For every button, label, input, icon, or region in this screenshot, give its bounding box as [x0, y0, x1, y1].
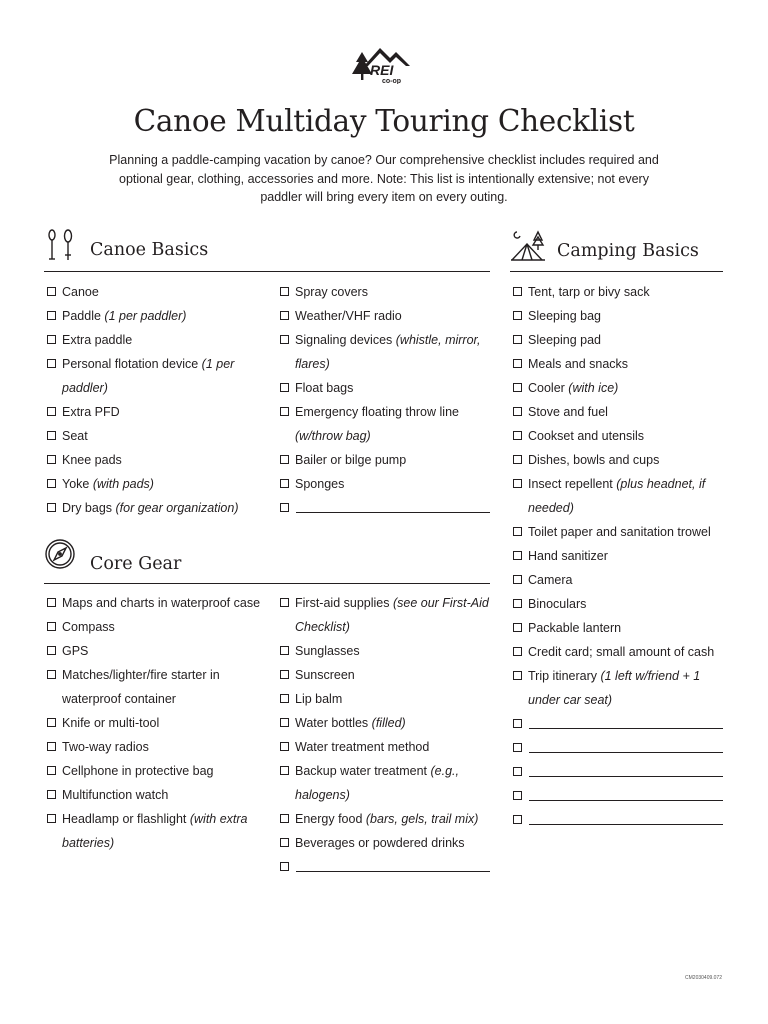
paddles-icon: [44, 228, 78, 262]
checkbox[interactable]: [47, 359, 56, 368]
rei-coop-logo: [350, 44, 416, 84]
item-label: Trip itinerary: [528, 669, 601, 683]
item-label: Sleeping pad: [528, 333, 601, 347]
checklist-item: [46, 352, 268, 400]
checkbox[interactable]: [47, 766, 56, 775]
checklist-item: [512, 376, 723, 400]
checkbox[interactable]: [513, 455, 522, 464]
item-note: (with ice): [568, 381, 619, 395]
checklist-item: [46, 807, 268, 855]
blank-checklist-item: [279, 496, 490, 520]
checklist-item: [279, 831, 490, 855]
item-note: (1 left w/friend + 1 under car seat): [528, 669, 701, 707]
item-label: Water treatment method: [295, 740, 430, 754]
core-gear-list-col2: [279, 591, 490, 879]
item-label: Sleeping bag: [528, 309, 601, 323]
checklist-item: [279, 807, 490, 831]
checkbox[interactable]: [513, 479, 522, 488]
intro-paragraph: Planning a paddle-camping vacation by canoe? Our comprehensive checklist includes required and optional gear, clothing, accessories and more. Note: This list is intentionally extensive; not every paddler will bring every item on every outing.: [109, 153, 659, 204]
item-label: Signaling devices: [295, 333, 396, 347]
item-label: Canoe: [62, 285, 99, 299]
blank-checklist-item: [512, 736, 723, 760]
checklist-item: [46, 783, 268, 807]
item-label: Extra PFD: [62, 405, 120, 419]
item-label: Toilet paper and sanitation trowel: [528, 525, 711, 539]
checklist-item: [512, 352, 723, 376]
camping-basics-header: [510, 228, 723, 268]
item-label: Tent, tarp or bivy sack: [528, 285, 650, 299]
item-label: Maps and charts in waterproof case: [62, 596, 261, 610]
item-label: Headlamp or flashlight: [62, 812, 190, 826]
checklist-item: [279, 376, 490, 400]
checkbox[interactable]: [513, 407, 522, 416]
checklist-item: [279, 711, 490, 735]
checkbox[interactable]: [47, 646, 56, 655]
section-title: Canoe Basics: [90, 240, 209, 260]
item-label: Backup water treatment: [295, 764, 431, 778]
checkbox[interactable]: [280, 694, 289, 703]
checklist-item: [512, 544, 723, 568]
checklist-item: [279, 304, 490, 328]
item-note: (whistle, mirror, flares): [295, 333, 481, 371]
checkbox[interactable]: [513, 359, 522, 368]
checkbox[interactable]: [47, 622, 56, 631]
checkbox[interactable]: [513, 599, 522, 608]
checklist-item: [46, 496, 268, 520]
checkbox[interactable]: [280, 838, 289, 847]
item-note: (for gear organization): [115, 501, 239, 515]
checkbox[interactable]: [47, 670, 56, 679]
checklist-item: [512, 520, 723, 544]
checklist-item: [279, 639, 490, 663]
document-code: CM2030409.072: [685, 975, 722, 981]
page-title: Canoe Multiday Touring Checklist: [133, 104, 635, 138]
checkbox[interactable]: [280, 598, 289, 607]
checkbox[interactable]: [47, 503, 56, 512]
checklist-item: [279, 663, 490, 687]
item-label: Beverages or powdered drinks: [295, 836, 465, 850]
blank-checklist-item: [512, 712, 723, 736]
item-label: Packable lantern: [528, 621, 622, 635]
checkbox[interactable]: [513, 431, 522, 440]
item-label: Meals and snacks: [528, 357, 629, 371]
section-divider: [44, 583, 490, 584]
item-label: Paddle: [62, 309, 105, 323]
checkbox[interactable]: [513, 383, 522, 392]
item-label: Float bags: [295, 381, 354, 395]
checkbox[interactable]: [280, 862, 289, 871]
checklist-item: [512, 616, 723, 640]
checklist-item: [512, 328, 723, 352]
checklist-item: [512, 448, 723, 472]
checkbox[interactable]: [280, 814, 289, 823]
checklist-item: [46, 735, 268, 759]
checklist-item: [46, 328, 268, 352]
checkbox[interactable]: [513, 551, 522, 560]
item-label: Dry bags: [62, 501, 116, 515]
checkbox[interactable]: [280, 646, 289, 655]
checklist-item: [512, 280, 723, 304]
checkbox[interactable]: [513, 623, 522, 632]
checklist-item: [46, 472, 268, 496]
item-label: Insect repellent: [528, 477, 617, 491]
section-title: Camping Basics: [557, 241, 699, 261]
item-note: (plus headnet, if needed): [528, 477, 706, 515]
blank-checklist-item: [512, 784, 723, 808]
checkbox[interactable]: [47, 814, 56, 823]
checkbox[interactable]: [47, 742, 56, 751]
item-label: Knee pads: [62, 453, 122, 467]
checklist-item: [46, 304, 268, 328]
checkbox[interactable]: [280, 311, 289, 320]
checklist-item: [46, 400, 268, 424]
blank-checklist-item: [512, 808, 723, 832]
checkbox[interactable]: [280, 670, 289, 679]
checklist-item: [512, 664, 723, 712]
item-label: Yoke: [62, 477, 93, 491]
checklist-item: [46, 591, 268, 615]
checkbox[interactable]: [513, 719, 522, 728]
checkbox[interactable]: [280, 479, 289, 488]
item-label: First-aid supplies: [295, 596, 393, 610]
item-note: (e.g., halogens): [295, 764, 459, 802]
checklist-item: [512, 472, 723, 520]
checklist-item: [512, 568, 723, 592]
item-label: Water bottles: [295, 716, 372, 730]
canoe-basics-header: [44, 228, 490, 268]
item-label: Weather/VHF radio: [295, 309, 402, 323]
item-label: Lip balm: [295, 692, 343, 706]
canoe-basics-list-col1: [46, 280, 268, 520]
item-label: Cellphone in protective bag: [62, 764, 214, 778]
checklist-item: [279, 759, 490, 807]
checkbox[interactable]: [513, 815, 522, 824]
checklist-item: [279, 687, 490, 711]
item-label: Matches/lighter/fire starter in waterproof container: [62, 668, 220, 706]
item-label: Cooler: [528, 381, 569, 395]
checklist-item: [46, 639, 268, 663]
section-divider: [510, 271, 723, 272]
item-note: (see our First-Aid Checklist): [295, 596, 489, 634]
item-label: Two-way radios: [62, 740, 149, 754]
section-divider: [44, 271, 490, 272]
item-note: (bars, gels, trail mix): [365, 812, 479, 826]
checkbox[interactable]: [280, 335, 289, 344]
checkbox[interactable]: [513, 287, 522, 296]
item-label: Energy food: [295, 812, 366, 826]
item-label: Stove and fuel: [528, 405, 608, 419]
checkbox[interactable]: [280, 407, 289, 416]
checkbox[interactable]: [47, 407, 56, 416]
checkbox[interactable]: [47, 311, 56, 320]
checkbox[interactable]: [47, 431, 56, 440]
write-in-line[interactable]: [529, 728, 723, 729]
checkbox[interactable]: [513, 527, 522, 536]
checklist-item: [512, 640, 723, 664]
write-in-line[interactable]: [529, 824, 723, 825]
svg-text:REI: REI: [370, 62, 394, 78]
checkbox[interactable]: [513, 575, 522, 584]
checkbox[interactable]: [513, 311, 522, 320]
canoe-basics-list-col2: [279, 280, 490, 520]
checkbox[interactable]: [280, 287, 289, 296]
write-in-line[interactable]: [529, 752, 723, 753]
campsite-icon: [510, 228, 548, 262]
checkbox[interactable]: [513, 743, 522, 752]
write-in-line[interactable]: [296, 871, 490, 872]
checklist-item: [46, 424, 268, 448]
checklist-item: [46, 615, 268, 639]
write-in-line[interactable]: [529, 776, 723, 777]
checkbox[interactable]: [280, 455, 289, 464]
checklist-item: [279, 448, 490, 472]
item-label: Sunscreen: [295, 668, 355, 682]
item-label: Extra paddle: [62, 333, 133, 347]
item-label: GPS: [62, 644, 89, 658]
item-note: (with extra batteries): [62, 812, 248, 850]
checklist-item: [46, 663, 268, 711]
checklist-item: [46, 280, 268, 304]
checklist-item: [46, 759, 268, 783]
item-label: Sunglasses: [295, 644, 360, 658]
write-in-line[interactable]: [296, 512, 490, 513]
checklist-item: [279, 328, 490, 376]
item-label: Hand sanitizer: [528, 549, 608, 563]
item-label: Camera: [528, 573, 573, 587]
item-label: Bailer or bilge pump: [295, 453, 407, 467]
item-note: (filled): [371, 716, 406, 730]
item-label: Knife or multi-tool: [62, 716, 160, 730]
svg-text:co-op: co-op: [382, 78, 402, 84]
checkbox[interactable]: [513, 791, 522, 800]
item-label: Multifunction watch: [62, 788, 169, 802]
checkbox[interactable]: [47, 790, 56, 799]
checklist-item: [279, 472, 490, 496]
checklist-item: [512, 400, 723, 424]
checklist-item: [279, 280, 490, 304]
core-gear-list-col1: [46, 591, 268, 855]
item-note: (with pads): [92, 477, 154, 491]
checkbox[interactable]: [47, 479, 56, 488]
blank-checklist-item: [512, 760, 723, 784]
checklist-item: [46, 711, 268, 735]
checkbox[interactable]: [513, 335, 522, 344]
checkbox[interactable]: [280, 718, 289, 727]
blank-checklist-item: [279, 855, 490, 879]
checkbox[interactable]: [47, 335, 56, 344]
checkbox[interactable]: [47, 718, 56, 727]
checkbox[interactable]: [513, 767, 522, 776]
checklist-item: [512, 424, 723, 448]
write-in-line[interactable]: [529, 800, 723, 801]
checklist-item: [512, 592, 723, 616]
camping-basics-list: [512, 280, 723, 832]
item-label: Cookset and utensils: [528, 429, 645, 443]
checkbox[interactable]: [513, 671, 522, 680]
item-note: (1 per paddler): [104, 309, 187, 323]
checklist-item: [279, 400, 490, 448]
checklist-item: [46, 448, 268, 472]
item-label: Personal flotation device: [62, 357, 202, 371]
item-label: Sponges: [295, 477, 345, 491]
item-label: Credit card; small amount of cash: [528, 645, 715, 659]
checkbox[interactable]: [47, 287, 56, 296]
item-label: Emergency floating throw line: [295, 405, 459, 419]
section-title: Core Gear: [90, 554, 182, 574]
checklist-item: [279, 591, 490, 639]
checklist-item: [279, 735, 490, 759]
item-label: Dishes, bowls and cups: [528, 453, 660, 467]
item-label: Spray covers: [295, 285, 368, 299]
item-note: (1 per paddler): [62, 357, 235, 395]
checkbox[interactable]: [513, 647, 522, 656]
checklist-item: [512, 304, 723, 328]
checkbox[interactable]: [280, 383, 289, 392]
compass-icon: [44, 538, 78, 572]
checkbox[interactable]: [47, 598, 56, 607]
checkbox[interactable]: [280, 503, 289, 512]
checkbox[interactable]: [280, 766, 289, 775]
item-label: Seat: [62, 429, 88, 443]
item-label: Binoculars: [528, 597, 587, 611]
item-note: (w/throw bag): [295, 429, 371, 443]
item-label: Compass: [62, 620, 115, 634]
checkbox[interactable]: [280, 742, 289, 751]
core-gear-header: [44, 538, 490, 578]
checkbox[interactable]: [47, 455, 56, 464]
